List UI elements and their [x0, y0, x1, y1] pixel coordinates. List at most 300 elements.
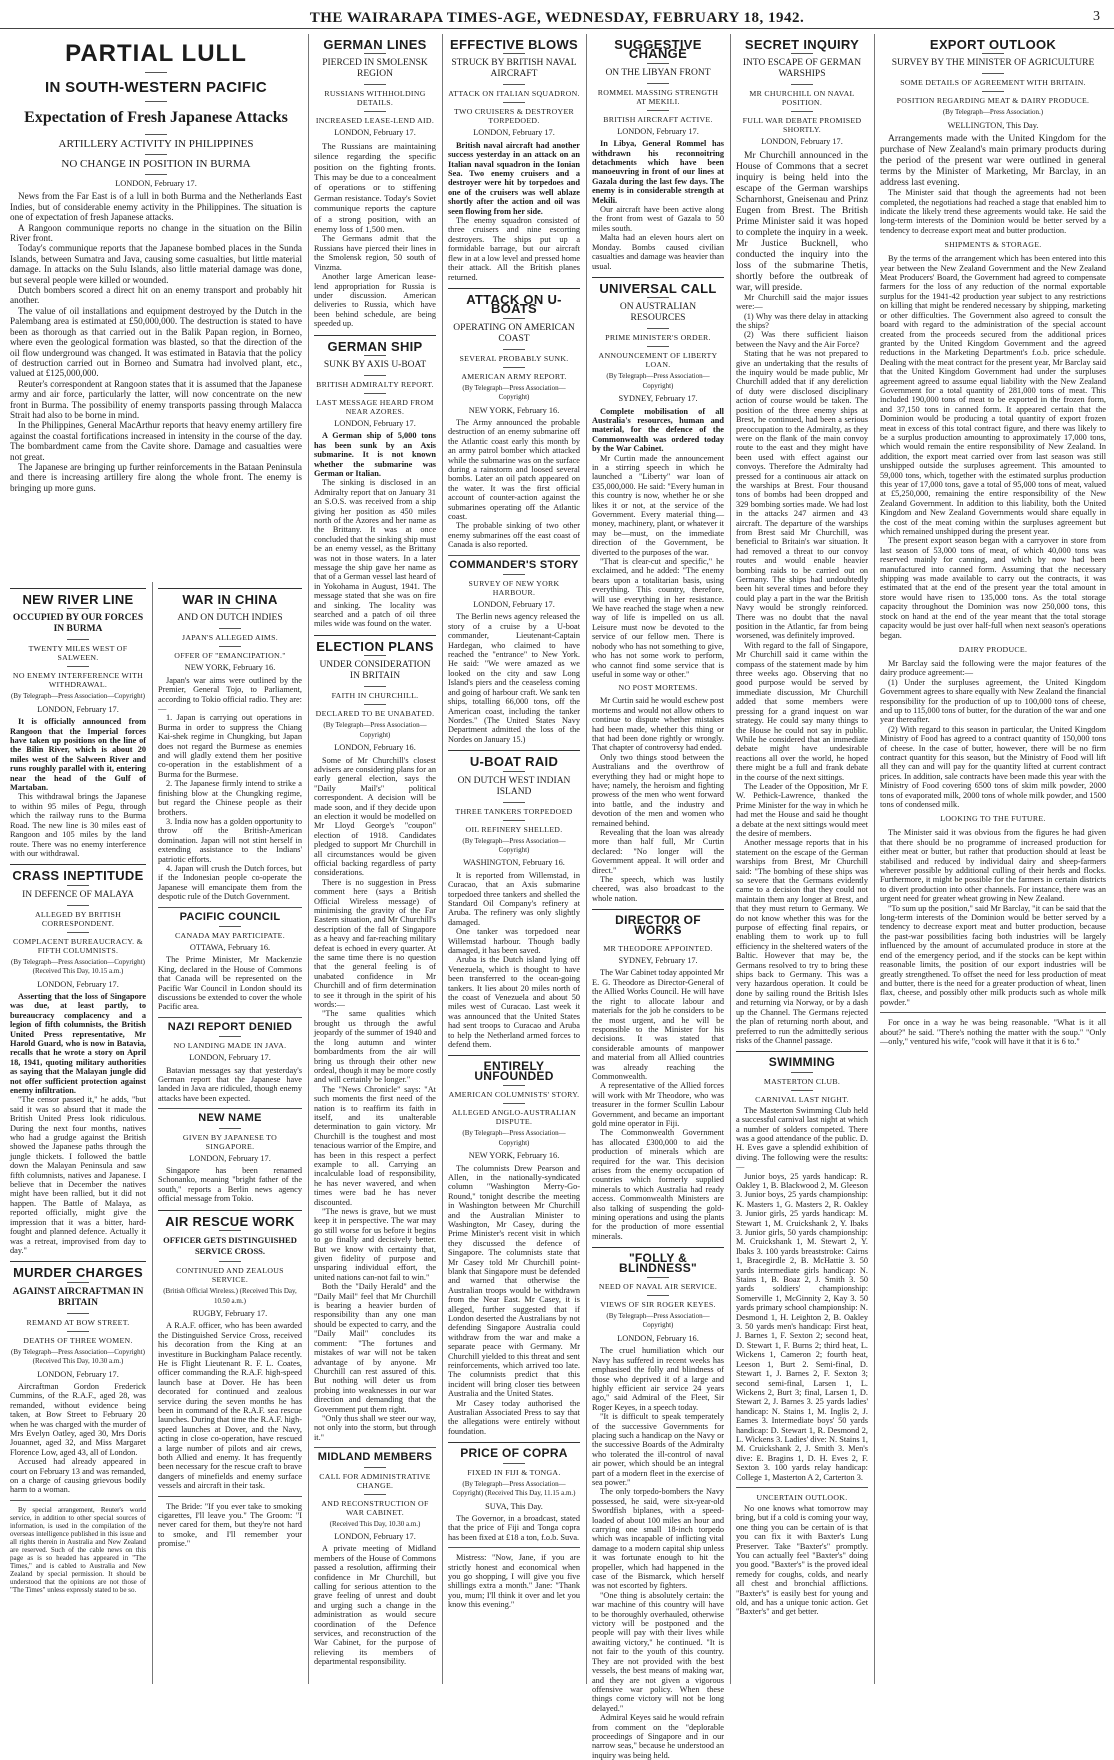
subheadline: JAPAN'S ALLEGED AIMS.: [181, 633, 278, 643]
subheadline: NO ENEMY INTERFERENCE WITH WITHDRAWAL.: [12, 671, 144, 690]
divider: [448, 750, 580, 751]
paragraph: Our aircraft have been active along the front from west of Gazala to 50 miles south.: [592, 205, 724, 233]
divider: [10, 588, 146, 589]
paragraph: Accused had already appeared in court on February 13 and was remanded, on a charge of causing grievous bodily harm to a woman.: [10, 1457, 146, 1495]
paragraph: Malta had an eleven hours alert on Monday. Bombs caused civilian casualties and damage was heavier than usual.: [592, 233, 725, 271]
paragraph: Only two things stood between the Australians and the overthrow of everything they had or might hope to have; namely, the heroism and fighting prowess of the men who went forward into battle, and the industry and devotion of the men and women who remained behind.: [592, 752, 724, 828]
headline: UNIVERSAL CALL: [599, 280, 717, 296]
divider: [503, 318, 525, 319]
paragraph: "To sum up the position," said Mr Barclay, "it can be said that the long-term interests of the Dominion would be better served by a tendency to decrease export meat and butter production, because the past-war possibilities facing both industries will be largely influenced by the amount of accumulated produce in store at the end of the emergency period, and if the stocks can be kept within reasonable limits, the position of our export industries will be greatly strengthened. To offset the need for less production of meat and butter, there is the need for a greater production of wheat, linen flax, cheese, and possibly other milk products such as whole milk powder.": [880, 903, 1106, 1007]
paragraph: Dutch bombers scored a direct hit on an enemy transport and probably hit another.: [10, 285, 302, 306]
divider: [736, 1487, 868, 1488]
paragraph: "The news is grave, but we must keep it in perspective. The war may go still worse for us before it begins to go finally and decisively better. But we know with certainty that, given fidelity of purpose and unsparing individual effort, the united nations can-not fail to win.": [314, 1207, 436, 1282]
paragraph: "One thing is absolutely certain: the war machine of this country will have to be thoroughly overhauled, otherwise victory will be postponed and the people will pay with their lives while awaiting victory," he continued. "It is not fair to the youth of this country. They are not provided with the best vessels, the best means of making war, and they are not given a vigorous offensive war policy. When these things come victory will not be long delayed.": [592, 1590, 724, 1713]
divider: [503, 1085, 525, 1086]
divider: [503, 1103, 525, 1104]
paragraph: The sinking is disclosed in an Admiralty report that on January 31 an S.O.S. was received from a ship giving her position as 450 miles north of the Azores and her name as the Brittany. It was at once concluded that the sinking ship must be an enemy vessel, as the Brittany was not in those waters. In a later message the ship gave her name as that of a German vessel last heard of in Yokohama in August, 1941. The message stated that she was on fire and sinking. The locality was searched and a patch of oil three miles wide was found on the water.: [314, 478, 436, 629]
headline: SWIMMING: [768, 1055, 836, 1070]
subheadline: FIXED IN FIJI & TONGA.: [467, 1467, 561, 1477]
divider: [219, 926, 241, 927]
dateline: LONDON, February 17.: [37, 1369, 119, 1379]
paragraph: Batavian messages say that yesterday's German report that the Japanese have landed in Java are ridiculed, though enemy attacks have been expected.: [158, 1065, 302, 1103]
paragraph: Singapore has been renamed Schonanko, meaning "bright father of the south," reports a Berlin news agency official message from Tokio.: [158, 1166, 302, 1204]
masthead: [0, 6, 1114, 29]
dateline: LONDON, February 17.: [189, 1053, 271, 1063]
divider: [364, 375, 386, 376]
paragraph: Mr Curtin said he would eschew post mortems and would not allow others to continue to dispute whether mistakes had been made, whether this thing or that had been done rightly or wrongly. That chapter of controversy had ended.: [592, 696, 724, 753]
newspaper-title: THE WAIRARAPA TIMES-AGE, WEDNESDAY, FEBRUARY 18, 1942.: [309, 10, 805, 26]
headline: MURDER CHARGES: [13, 1265, 143, 1281]
divider: [67, 639, 89, 640]
paragraph: Aruba is the Dutch island lying off Venezuela, which is thought to have been transferred to the ocean-going tankers. It lies about 20 miles north of the coast of Venezuela and about 50 miles west of Curacao. Last week it was announced that the United States had sent troops to Curacao and Aruba to help the Netherland armed forces to defend them.: [448, 955, 580, 1050]
paragraph: "That is clear-cut and specific," he exclaimed, and he added: "The enemy bears upon a totalitarian basis, using everything. This country, therefore, will use everything in her resistance. We have reached the stage when a new way of life is impelled on us all. Leisure must now be devoted to the service of our fellow men. There is nobody who has not something to give, who has not some work to perform, who cannot find some service that is useful in some way or other.": [592, 557, 724, 679]
divider: [10, 1261, 146, 1262]
credit: (By Telegraph—Press Association.): [942, 108, 1044, 117]
paragraph: The only torpedo-bombers the Navy possessed, he said, were six-year-old Swordfish biplanes, with a speed-loaded of about 100 miles an hour and carrying one small 18-inch torpedo which was incapable of inflicting vital damage to a modern capital ship unless it was fortunate enough to hit the propeller, which had happened in the case of the Bismarck, which herself was not escorted by fighters.: [592, 1487, 724, 1591]
paragraph: The Masterton Swimming Club held a successful carnival last night at which a number of solders competed. There was a good attendance of the public. D. H. Eves gave a splendid exhibition of diving. The following were the results:—: [736, 1105, 868, 1172]
headline: EXPORT OUTLOOK: [929, 37, 1057, 52]
dateline: SYDNEY, February 17.: [618, 394, 698, 404]
paragraph: 4. Japan will crush the Dutch forces, but if the Indonesian people co-operate the Japanese will emancipate them from the despotic rule of the Dutch Government.: [158, 863, 302, 902]
paragraph: Mr Churchill said the major issues were:—: [736, 292, 868, 312]
divider: [314, 335, 436, 336]
credit: (By Telegraph—Press Association—Copyright): [462, 1129, 566, 1147]
column-2: [158, 582, 302, 1682]
column-rule: [730, 34, 731, 1684]
subheadline: PRIME MINISTER'S ORDER.: [605, 333, 711, 343]
divider: [592, 1247, 724, 1248]
divider: [219, 1036, 241, 1037]
divider: [503, 349, 525, 350]
paragraph: With regard to the fall of Singapore, Mr Churchill said it came within the compass of the statement made by him three weeks ago. Observing that no good purpose would be served by immediate discussion, Mr Churchill added that some members were pressing for a grand inquest on war strategy. He could say many things to the House he could not say in public. While he considered that an immediate debate might have undesirable reactions all over the world, he hoped there might be a full and frank debate in the course of the next sittings.: [736, 640, 868, 782]
divider: [67, 666, 89, 667]
paragraph: The Germans admit that the Russians have pierced their lines in the Smolensk region, 50 south of Vinzma.: [314, 234, 436, 272]
paragraph: There is no suggestion in Press comment here (says a British Official Wireless message) of minimising the gravity of the Far Eastern situation, and Mr Churchill's description of the fall of Singapore as a heavy and far-reaching military defeat is echoed in every quarter. At the same time there is no question that the general feeling is of unabated confidence in Mr Churchill and of firm determination to see it through in the spirit of his words:—: [314, 877, 437, 1010]
divider: [219, 608, 241, 609]
divider: [10, 864, 146, 865]
divider: [364, 686, 386, 687]
article-body: [314, 431, 436, 478]
credit: (By Telegraph—Press Association—Copyright) (Received This Day, 11.15 a.m.): [452, 1479, 576, 1498]
divider: [67, 932, 89, 933]
subheadline: CANADA MAY PARTICIPATE.: [175, 930, 285, 940]
divider: [982, 91, 1004, 92]
subheadline: POSITION REGARDING MEAT & DAIRY PRODUCE.: [896, 96, 1090, 106]
paragraph: Aircraftman Gordon Frederick Cummins, of the R.A.F., aged 28, was remanded, without evidence being taken, at Bow Street to February 20 when he was charged with the murder of Mrs Evelyn Oatley, aged 30, Mrs Doris Jouannet, aged 32, and Miss Margaret Florence Low, aged 43, all of London.: [10, 1381, 146, 1457]
divider: [448, 288, 580, 289]
paragraph: A R.A.F. officer, who has been awarded the Distinguished Service Cross, received his decoration from the King at an investiture in Buckingham Palace recently. He is Flight Lieutenant R. F. L. Coates, officer commanding the R.A.F. high-speed launch base at Dover. He has been decorated for continued and zealous service during the seven months he has been in command of the R.A.F. sea rescue launches. During that time the R.A.F. high-speed launches at Dover, and the Navy, acting in close co-operation, have rescued a large number of pilots and air crews, both Allied and enemy. It has frequently been necessary for the rescue craft to brave dangers of minefields and enemy surface vessels and aircraft in their task.: [158, 1321, 302, 1491]
divider: [503, 102, 525, 103]
subheadline: SUNK BY AXIS U-BOAT: [323, 359, 427, 370]
paragraph: For once in a way he was being reasonable. "What is it all about?" he said. "There's nothing the matter with the soup." "Only—only," ventured his wife, "cook will have it that it is 6 to.": [880, 1018, 1106, 1046]
credit: (British Official Wireless.) (Received This Day, 10.50 a.m.): [163, 1287, 297, 1305]
paragraph: The Commonwealth Government has allocated £300,000 to aid the production of minerals which are required for the war. This decision arises from the enemy occupation of countries which formerly supplied minerals to which Australia had ready access. Commonwealth Ministers are also talking of suspending the gold-mining operations and using the plants for the production of more essential minerals.: [592, 1128, 724, 1241]
headline: GERMAN SHIP: [327, 338, 423, 354]
subheadline: AMERICAN COLUMNISTS' STORY.: [448, 1090, 580, 1100]
subheadline: STRUCK BY BRITISH NAVAL AIRCRAFT: [451, 58, 577, 80]
divider: [448, 1442, 580, 1443]
paragraph: Admiral Keyes said he would refrain from comment on the "deplorable proceedings of Singapore and in our narrow seas," because he understood an inquiry was being held.: [592, 1713, 724, 1760]
divider: [67, 905, 89, 906]
headline: PARTIAL LULL: [65, 40, 247, 67]
paragraph: "Only thus shall we steer our way, not only into the storm, but through it.": [314, 1413, 436, 1442]
divider: [503, 574, 525, 575]
column-rule: [442, 34, 443, 1684]
credit: (By Telegraph—Press Association—Copyright) (Received This Day, 10.15 a.m.): [11, 957, 145, 976]
paragraph: Another message reports that in his statement on the escape of the German warships from Brest, Mr Churchill said: "The bombing of these ships was so severe that the Germans evidently came to a decision that they could not maintain them any longer at Brest, and that they must return to Germany. We do not know whether this was for the purpose of effecting final repairs, or enabling them to work up to full efficiency in the sheltered waters of the Baltic. However that may be, the Germans resolved to try to bring these ships back to Germany. This was a very hazardous operation. It could be done by sailing round the British Isles and returning via Norway, or by a dash up the Channel. The Germans rejected the plan of returning north about, and preferred to run the admittedly serious risks of the Channel passage.: [736, 838, 868, 1045]
dateline: RUGBY, February 17.: [192, 1308, 268, 1318]
paragraph: One tanker was torpedoed near Willemstad harbour. Though badly damaged, it has been saved.: [448, 927, 580, 955]
paragraph: Today's communique reports that the Japanese bombed places in the Sunda Islands, between Sumatra and Java, causing some casualties, but little material damage. In attacks on the Sulu Islands, also little material damage was done, but several people were killed or wounded.: [10, 243, 302, 285]
paragraph: A German ship of 5,000 tons has been sunk by an Axis submarine. It is not known whether the submarine was German or Italian.: [314, 431, 436, 478]
divider: [647, 110, 669, 111]
subheadline: ANNOUNCEMENT OF LIBERTY LOAN.: [598, 351, 718, 370]
paragraph: The Army announced the probable destruction of an enemy submarine off the Atlantic coast early this month by an army patrol bomber which attacked while the submarine was on the surface during a rainstorm and loosed several bombs. Later an oil patch appeared on the water. It was the first official account of counter-action against the submarines operating off the Atlantic coast.: [448, 417, 580, 521]
paragraph: (2) With regard to this season in particular, the United Kingdom Ministry of Food has agreed to a contract quantity of 150,000 tons of cheese. In the case of butter, however, there will be no firm contract quantity for this season, but the Ministry of Food will lift all they can and will pay for the quantity lifted at current contract prices. In addition, sale contracts have been made this year with the Ministry of Food covering 6500 tons of skim milk powder, 2000 tons of evaporated milk, 2000 tons of whole milk powder, and 1500 tons of condensed milk.: [880, 724, 1106, 809]
paragraph: No one knows what tomorrow may bring, but if a cold is coming your way, one thing you can be certain of is that you can fix it with Baxter's Lung Preserver. Take "Baxter's" promptly. You can actually feel "Baxter's" doing you good. "Baxter's" is the proved ideal remedy for coughs, colds, and nearly all chest and bronchial afflictions. "Baxter's" is easily best for young and old, and has a unique tonic action. Get "Baxter's" and get better.: [736, 1503, 869, 1617]
lead-paragraph: Mr Churchill announced in the House of Commons that a secret inquiry is being held into the escape of the German warships Scharnhorst, Gneisenau and Prinz Eugen from Brest. The British Prime Minister said it was hoped to complete the inquiry in a week. Mr Justice Bucknell, who conducted the inquiry into the loss of the submarine Thetis, shortly before the outbreak of war, will preside.: [736, 149, 868, 293]
divider: [791, 53, 813, 54]
divider: [219, 646, 241, 647]
article-body: [592, 407, 724, 454]
paragraph: 2. The Japanese firmly intend to strike a finishing blow at the Chungking regime, but regard the Chinese people as their brothers.: [158, 779, 302, 817]
divider: [10, 1500, 146, 1501]
paragraph: The Minister said that though the agreements had not been completed, the negotiations had reached a stage that enabled him to indicate the likely trend these agreements would take. He said the long-term interests of the Dominion would be better served by a tendency to decrease export meat and butter production.: [880, 188, 1106, 235]
subheadline: BRITISH AIRCRAFT ACTIVE.: [603, 114, 713, 124]
paragraph: Mr Casey today authorised the Australian Associated Press to say that the allegations were entirely without foundation.: [448, 1398, 580, 1436]
paragraph: "It is difficult to speak temperately of the successive Governments for placing such a handicap on the Navy or the successive Boards of the Admiralty who tolerated the ill-control of naval air power, which should be an integral part of a modern fleet in the exercise of sea power.": [592, 1412, 724, 1487]
headline: COMMANDER'S STORY: [449, 558, 579, 571]
subheadline: OCCUPIED BY OUR FORCES IN BURMA: [12, 613, 144, 635]
subheadline: ARTILLERY ACTIVITY IN PHILIPPINES: [58, 138, 254, 150]
divider: [592, 909, 724, 910]
subheadline: BRITISH ADMIRALTY REPORT.: [316, 379, 434, 389]
subheadline: NO CHANGE IN POSITION IN BURMA: [61, 158, 251, 170]
column-4: [448, 34, 580, 1684]
paragraph: The speech, which was lustily cheered, was also broadcast to the whole nation.: [592, 875, 724, 903]
paragraph: Asserting that the loss of Singapore was due, at least partly, to bureaucracy complacency and a legion of fifth columnists, the British United Press representative, Mr Harold Guard, who is now in Batavia, recalls that he wrote a story on April 18, 1941, quoting military authorities as saying that the Malayan jungle did not offer sufficient protection against enemy infiltration.: [10, 991, 146, 1095]
divider: [448, 1055, 580, 1056]
paragraph: (1) Under the surpluses agreement, the United Kingdom Government agrees to share equally with New Zealand the financial responsibility for the production of up to 100,000 tons of cheese, and up to 115,000 tons of butter, for the duration of the war and one year thereafter.: [880, 677, 1107, 725]
headline: NAZI REPORT DENIED: [167, 1020, 293, 1033]
divider: [158, 588, 302, 589]
headline: NEW RIVER LINE: [22, 592, 134, 607]
divider: [145, 154, 167, 155]
paragraph: It is reported from Willemstad, in Curacao, that an Axis submarine torpedoed three tankers and shelled the Standard Oil Company's refinery at Aruba. The refinery was only slightly damaged.: [448, 870, 580, 927]
paragraph: (1) Why was there delay in attacking the ships?: [736, 311, 868, 331]
section-subhead: NO POST MORTEMS.: [618, 683, 698, 693]
subheadline: FULL WAR DEBATE PROMISED SHORTLY.: [742, 116, 862, 135]
divider: [364, 84, 386, 85]
subheadline: SURVEY BY THE MINISTER OF AGRICULTURE: [891, 58, 1095, 69]
column-5: [592, 34, 725, 1760]
credit: (By Telegraph—Press Association—Copyright): [606, 1312, 710, 1330]
divider: [158, 1017, 302, 1018]
section-subhead: LOOKING TO THE FUTURE.: [940, 814, 1046, 824]
divider: [67, 885, 89, 886]
dateline: LONDON, February 17.: [617, 126, 699, 136]
subheadline: ON DUTCH WEST INDIAN ISLAND: [457, 775, 571, 797]
subheadline: ROMMEL MASSING STRENGTH AT MEKILI.: [597, 87, 719, 106]
divider: [364, 393, 386, 394]
paragraph: Japan's war aims were outlined by the Premier, General Tojo, to Parliament, according to Tokio official radio. They are:—: [158, 675, 302, 714]
dateline: NEW YORK, February 16.: [468, 1151, 560, 1161]
dateline: WELLINGTON, This Day.: [947, 120, 1039, 130]
divider: [647, 1295, 669, 1296]
divider: [503, 820, 525, 821]
article-body: [10, 191, 302, 493]
dateline: WASHINGTON, February 16.: [463, 858, 565, 868]
subheadline: AND RECONSTRUCTION OF WAR CABINET.: [321, 1498, 429, 1517]
divider: [314, 1447, 436, 1448]
subheadline: ON THE LIBYAN FRONT: [605, 67, 711, 78]
paragraph: The cruel humiliation which our Navy has suffered in recent weeks has emphasised the folly and blindness of those who deprived it of a large and highly efficient air service 24 years ago," said Admiral of the Fleet, Sir Roger Keyes, in a speech today.: [592, 1346, 724, 1412]
headline: MIDLAND MEMBERS: [317, 1451, 433, 1464]
dateline: LONDON, February 17.: [115, 179, 197, 188]
paragraph: Reuter's correspondent at Rangoon states that it is assumed that the Japanese army and air force, particularly the latter, will now concentrate on the new front in Burma. The possibility of enemy transports passing through Malacca Strait had also to be borne in mind.: [10, 378, 302, 420]
dateline: LONDON, February 16.: [617, 1333, 699, 1343]
subheadline: DEATHS OF THREE WOMEN.: [23, 1335, 133, 1345]
divider: [364, 1494, 386, 1495]
article-body: [10, 717, 146, 792]
divider: [314, 635, 436, 636]
credit: (By Telegraph—Press Association—Copyright): [462, 836, 566, 854]
paragraph: Revealing that the loan was already more than half full, Mr Curtin declared: "No longer will the Government appeal. It will order and direct.": [592, 828, 724, 875]
credit: (By Telegraph—Press Association—Copyright) (Received This Day, 10.30 a.m.): [11, 1347, 145, 1366]
subheadline: ON AUSTRALIAN RESOURCES: [619, 302, 697, 324]
subheadline: OIL REFINERY SHELLED.: [465, 824, 563, 834]
copyright-note: By special arrangement, Reuter's world service, in addition to other special sources of information, is used in the compilation of the overseas intelligence published in this issue and all rights therein in Australia and New Zealand are reserved. Such of the cable news on this page as is so headed has appeared in "The Times," and is cabled to Australia and New Zealand by special permission. It should be understood that the opinions are not those of "The Times" unless expressly stated to be so.: [10, 1505, 146, 1594]
subheadline: IN SOUTH-WESTERN PACIFIC: [45, 79, 267, 96]
paragraph: The War Cabinet today appointed Mr E. G. Theodore as Director-General of the Allied Works Council. He will have the right to allocate labour and materials for the job he considers to be the most urgent, and he will be responsible to the Minister for his decisions. It was stated that considerable amounts of manpower and material from all Allied countries was already reaching the Commonwealth.: [592, 968, 724, 1081]
credit: (By Telegraph—Press Association—Copyright): [323, 721, 427, 739]
divider: [982, 53, 1004, 54]
headline: WAR IN CHINA: [182, 592, 278, 607]
divider: [791, 1090, 813, 1091]
divider: [791, 111, 813, 112]
dateline: LONDON, February 17.: [334, 1531, 416, 1541]
headline: U-BOAT RAID: [469, 754, 559, 770]
credit: (By Telegraph—Press Association—Copyright): [11, 692, 145, 701]
headline: CRASS INEPTITUDE: [12, 868, 144, 884]
divider: [592, 277, 724, 278]
paragraph: Complete mobilisation of all Australia's resources, human and material, for the defence of the Commonwealth was ordered today by the War Cabinet.: [592, 406, 724, 454]
divider: [145, 134, 167, 135]
paragraph: "The same qualities which brought us through the awful jeopardy of the summer of 1940 and the long autumn and winter bombardments from the air will bring us through their other new ordeal, though it may be more costly and will certainly be longer.": [314, 1009, 436, 1085]
subheadline: COMPLACENT BUREAUCRACY. & FIFTH COLUMNISTS.: [12, 936, 144, 955]
section-subhead: DAIRY PRODUCE.: [958, 644, 1028, 654]
headline: ATTACK ON U-BOATS: [466, 291, 562, 317]
paragraph: "The censor passed it," he adds, "but said it was so absurd that it made the British United Press look ridiculous. During the next four months, natives who had a grudge against the British showed the Japanese paths through the jungle thickets. I followed the battle down the Malayan Peninsula and saw fifth columnists, natives and Japanese. I believe that in December the natives might have been rallied, but it did not happen. The Battle of Malaya, as reported officially, might give the impression that it was a bitter, hard-fought and planned defence. Actually it was a retreat, improvised from day to day.": [10, 1095, 146, 1255]
paragraph: The value of oil installations and equipment destroyed by the Dutch in the Palembang area is estimated at £50,000,000. The destruction is stated to have been as thorough as that carried out in the Balik Papan region, in Borneo, where even the geological formation was blasted, so that the direction of the oil flow underground was changed. It was estimated in Batavia that the policy of destruction carried out in Borneo and Sumatra had involved plant, etc., valued at £125,000,000.: [10, 305, 302, 379]
paragraph: Mistress: "Now, Jane, if you are strictly honest and economical when you go shopping, I will give you five shillings extra a month." Jane: "Thank you, mum; I'll think it over and let you know this evening.": [448, 1553, 580, 1610]
credit: (By Telegraph—Press Association—Copyright): [606, 372, 710, 390]
paragraph: A representative of the Allied forces will work with Mr Theodore, who was treasurer in the former Scullin Labour Government, and became an important gold mine operator in Fiji.: [592, 1081, 724, 1128]
divider: [791, 84, 813, 85]
subheadline: INCREASED LEASE-LEND AID.: [315, 116, 435, 126]
headline: SECRET INQUIRY: [744, 37, 860, 52]
dateline: NEW YORK, February 16.: [468, 405, 560, 415]
headline: GERMAN LINES: [323, 37, 427, 52]
divider: [647, 328, 669, 329]
headline: EFFECTIVE BLOWS: [450, 37, 578, 52]
paragraph: A private meeting of Midland members of the House of Commons passed a resolution, affirming their confidence in Mr Churchill, but calling for serious attention to the grave feeling of unrest and doubt and urging such a change in the administration as would secure coordination of the Defence services, and reconstruction of the War Cabinet, for the purpose of relieving its members of departmental responsibility.: [314, 1544, 436, 1667]
divider: [219, 1230, 241, 1231]
headline: SUGGESTIVE CHANGE: [614, 37, 702, 62]
subheadline: PIERCED IN SMOLENSK REGION: [322, 58, 428, 80]
divider: [448, 1547, 580, 1548]
subheadline: Expectation of Fresh Japanese Attacks: [24, 109, 288, 126]
divider: [503, 802, 525, 803]
subheadline: CONTINUED AND ZEALOUS SERVICE.: [176, 1266, 284, 1285]
subheadline: RUSSIANS WITHHOLDING DETAILS.: [324, 89, 426, 108]
column-rule: [308, 34, 309, 1684]
credit: (By Telegraph—Press Association—Copyright): [462, 383, 566, 402]
dateline: LONDON, February 17.: [37, 704, 119, 714]
dateline: NEW YORK, February 16.: [184, 663, 276, 673]
subheadline: FAITH IN CHURCHILL.: [331, 691, 419, 701]
column-rule: [586, 34, 587, 1684]
divider: [145, 101, 167, 102]
divider: [145, 174, 167, 175]
dateline: SYDNEY, February 17.: [618, 956, 698, 966]
paragraph: Both the "Daily Herald" and the "Daily Mail" feel that Mr Churchill is bearing a heavier burden of responsibility than any one man should be expected to carry, and the "Daily Mail" concludes its comment: "The fortunes and mistakes of war will not be taken advantage of by anyone. Mr Churchill can rest assured of this. But nothing will deter us from probing into weaknesses in our war direction and demanding that the Government put them right.: [314, 1282, 436, 1414]
paragraph: 1. Japan is carrying out operations in Burma in order to suppress the Chiang Kai-shek regime in Chungking, but Japan does not regard the Burmese as enemies and will gladly extend them her positive co-operation in the establishment of a Burma for the Burmese.: [158, 713, 302, 779]
paragraph: The enemy squadron consisted of three cruisers and nine escorting destroyers. The ships put up a formidable barrage, but our aircraft flew in at a low level and pressed home their attack. All the British planes returned.: [448, 216, 580, 282]
subheadline: LAST MESSAGE HEARD FROM NEAR AZORES.: [316, 397, 434, 416]
subheadline: CALL FOR ADMINISTRATIVE CHANGE.: [319, 1471, 431, 1490]
dateline: LONDON, February 17.: [761, 137, 843, 147]
subheadline: MR CHURCHILL ON NAVAL POSITION.: [749, 89, 855, 108]
paragraph: It is officially announced from Rangoon that the Imperial forces have taken up positions on the line of the Bilin River, which is about 20 miles west of the Salween River and runs roughly parallel with it, entering near the head of the Gulf of Martaban.: [10, 717, 146, 793]
paragraph: Some of Mr Churchill's closest advisers are considering plans for an early general election, says the "Daily Mail's" political correspondent. A decision will be made soon, and if they decide upon an election it would be modelled on Mr Lloyd George's "coupon" election of 1918. Candidates pledged to support Mr Churchill in all circumstances would be given official backing regardless of party considerations.: [314, 755, 436, 878]
divider: [67, 608, 89, 609]
subheadline: ALLEGED ANGLO-AUSTRALIAN DISPUTE.: [451, 1108, 577, 1127]
paragraph: The columnists Drew Pearson and Allen, in the nationally-syndicated column "Washington Merry-Go-Round," tonight describe the meeting in Washington between Mr Churchill and the Australian Minister to Washington, Mr Casey, during the Prime Minister's recent visit in which they discussed the defence of Singapore. The columnists state that Mr Casey told Mr Churchill point-blank that Singapore must be defended and warned that otherwise the Australian troops would be withdrawn from the Near East. Mr Casey, it is alleged, further suggested that if London deserted the Australians by not defending Singapore Australia could withdraw from the war and make a separate peace with Germany. Mr Churchill yielded to this threat and sent reinforcements, which arrived too late. The columnists predict that this incident will bring closer ties between Australia and the United States.: [448, 1163, 580, 1399]
subheadline: NEED OF NAVAL AIR SERVICE.: [598, 1282, 718, 1292]
headline: ENTIRELY UNFOUNDED: [474, 1059, 554, 1083]
dateline: LONDON, February 17.: [189, 1153, 271, 1163]
divider: [364, 704, 386, 705]
divider: [647, 939, 669, 940]
divider: [364, 355, 386, 356]
paragraph: Mr Curtin made the announcement in a stirring speech in which he launched a "Liberty" war loan of £35,000,000. He said: "Every human in this country is now, whether he or she likes it or not, at the service of the Government. Every material thing—money, machinery, plant, or whatever it may be—must, on the immediate direction of the Government, be diverted to the purposes of the war.: [592, 453, 724, 557]
subheadline: NO LANDING MADE IN JAVA.: [173, 1041, 287, 1051]
paragraph: The "News Chronicle" says: "At such moments the first need of the nation is to reaffirm its faith in itself, and its unalterable determination to gain victory. Mr Churchill is the toughest and most tenacious warrior of the Empire, and has been in this respect a perfect example to all. Carrying an incalculable load of responsibility, he has never wavered, and when times were bad he has never discounted.: [314, 1084, 436, 1207]
divider: [364, 111, 386, 112]
divider: [647, 83, 669, 84]
paragraph: Junior boys, 25 yards handicap: R. Oakley 1, B. Blackwood 2, M. Gleeson 3. Junior boys, 25 yards championship: K. Masters 1, G. Masters 2, R. Oakley 3. Junior girls, 25 yards handicap: M. Stewart 1, M. Cruickshank 2, Y. Ibaks 3. Junior girls, 50 yards championship: M. Cruickshank 1, M. Stewart 2, Y. Ibaks 3. 100 yards breaststroke: Cairns 1, Bracegirdle 2, B. McHattie 3. 50 yards intermediate girls handicap: N. Stains 1, B. Boaz 2, J. Smith 3. 50 yards soldiers' championship: Somerville 1, McGinnity 2, Kay 3. 50 yards primary school championship: N. Desmond 1, H. Leighton 2, B. Oakley 3. 50 yards men's handicap: First heat, J. Barnes 1, F. Sexton 2; second heat, D. Stewart 1, F. Burns 2; third heat, L. Wickens 1, Cameron 2; fourth heat, Leeson 1, Burt 2. Semi-final, D. Stewart 1, J. Barnes 2, F. Sexton 3; second semi-final, Larsen 1, L. Wickens 2, Burt 3; final, Larsen 1, D. Stewart 2, J. Barnes 3. 25 yards ladies' handicap: N. Stains 1, M. Inglis 2, J. Eames 3. Intermediate boys' 50 yards handicap: D. Stewart 1, R. Desmond 2, L. Wickens 3. Ladies' dive: N. Stains 1, M. Cruickshank 2, J. Smith 3. Men's dive: E. Bragins 1, D. H. Eves 2, F. Sexton 3. 100 yards relay handicap: College 1, Masterton A 2, Carterton 3.: [736, 1171, 868, 1482]
divider: [145, 72, 167, 73]
credit: (Received This Day, 10.30 a.m.): [329, 1519, 421, 1528]
subheadline: INTO ESCAPE OF GERMAN WARSHIPS: [742, 58, 862, 80]
divider: [158, 1496, 302, 1497]
paragraph: A Rangoon communique reports no change in the situation on the Bilin River front.: [10, 222, 302, 244]
dateline: LONDON, February 17.: [334, 128, 416, 138]
paragraph: The Governor, in a broadcast, stated that the price of Fiji and Tonga copra has been fixed at £18 a ton, f.o.b. Suva.: [448, 1513, 580, 1542]
subheadline: OFFER OF "EMANCIPATION.": [174, 651, 286, 661]
subheadline: THREE TANKERS TORPEDOED: [455, 806, 573, 816]
divider: [219, 1261, 241, 1262]
subheadline: SOME DETAILS OF AGREEMENT WITH BRITAIN.: [900, 78, 1086, 88]
subheadline: REMAND AT BOW STREET.: [26, 1317, 130, 1327]
subheadline: VIEWS OF SIR ROGER KEYES.: [600, 1300, 716, 1310]
article-body: [448, 141, 580, 216]
divider: [67, 1331, 89, 1332]
dateline: LONDON, February 17.: [334, 418, 416, 428]
divider: [219, 1128, 241, 1129]
column-rule: [152, 582, 153, 1684]
divider: [880, 1012, 1106, 1013]
divider: [158, 907, 302, 908]
subheadline: AND ON DUTCH INDIES: [177, 613, 283, 624]
subheadline: GIVEN BY JAPANESE TO SINGAPORE.: [182, 1132, 278, 1151]
article-body: [10, 992, 146, 1095]
subheadline: OFFICER GETS DISTINGUISHED SERVICE CROSS.: [163, 1235, 297, 1257]
divider: [791, 1072, 813, 1073]
paragraph: In the Philippines, General MacArthur reports that heavy enemy artillery fire against the coastal fortifications increased in intensity in the course of the day. The bombardment came from the Cavite shore. Damage and casualties were not great.: [10, 420, 302, 462]
column-6: [736, 34, 868, 1684]
subheadline: CARNIVAL LAST NIGHT.: [755, 1094, 849, 1104]
subheadline: ALLEGED BY BRITISH CORRESPONDENT.: [34, 909, 122, 928]
subheadline: TWO CRUISERS & DESTROYER TORPEDOED.: [453, 107, 575, 126]
column-3: [314, 34, 436, 1684]
dateline: LONDON, February 16.: [334, 743, 416, 753]
headline: ELECTION PLANS: [316, 638, 434, 654]
article-body: [592, 139, 724, 205]
subheadline: MASTERTON CLUB.: [763, 1076, 841, 1086]
subheadline: AGAINST AIRCRAFTMAN IN BRITAIN: [12, 1286, 144, 1308]
divider: [67, 1282, 89, 1283]
headline: PACIFIC COUNCIL: [179, 910, 281, 923]
subheadline: DECLARED TO BE UNABATED.: [315, 709, 435, 719]
subheadline: SURVEY OF NEW YORK HARBOUR.: [468, 579, 560, 598]
divider: [647, 346, 669, 347]
section-subhead: UNCERTAIN OUTLOOK.: [756, 1492, 848, 1502]
section-subhead: SHIPMENTS & STORAGE.: [944, 240, 1042, 250]
subheadline: OPERATING ON AMERICAN COAST: [453, 322, 575, 344]
dateline: LONDON, February 17.: [473, 128, 555, 138]
dateline: LONDON, February 17.: [37, 979, 119, 989]
paragraph: By the terms of the arrangement which has been entered into this year between the New Zealand Government and the New Zealand Meat Producers' Board, the Government had agreed to compensate farmers for the loss of any reduction of the normal exportable surplus for the 1941-42 production year subject to any restrictions on killing that might be rendered necessary by shipping, marketing or other difficulties. The Government also agreed to consult the board with regard to the administration of the special account created from the proceeds secured from the additional prices granted by the United Kingdom Government and the agreed reductions in the Marketing Department's f.o.b. price schedule. Dealing with the meat contract for the present year, Mr Barclay said that the United Kingdom Government had under the surpluses agreement agreed to assume equal liability with the New Zealand Government for a total quantity of 281,000 tons of meat. This included 190,000 tons of meat to be exported in the frozen form, and 37,150 tons in canned form. It appeared certain that the Dominion would be producing a total quantity of export frozen meat in excess of this total contract figure, and there was likely to be a surplus production amounting to approximately 17,000 tons, which would remain the entire responsibility of New Zealand. In addition, the export meat carried over from last season was still unshipped outside the surpluses agreement. This amounted to 59,000 tons, which, together with the estimated surplus production this year of 17,000 tons, gave a total of 95,000 tons of meat, valued at £5,250,000, remaining the entire responsibility of the New Zealand Government. In addition to this liability, both the United Kingdom and New Zealand Governments would share equally in the cost of the meat coming within the surpluses agreement but which remained unshipped during the present year.: [880, 254, 1106, 537]
divider: [158, 1108, 302, 1109]
subheadline: AMERICAN ARMY REPORT.: [461, 371, 567, 381]
page-number: 3: [1093, 9, 1100, 24]
paragraph: The Prime Minister, Mr Mackenzie King, declared in the House of Commons that Canada will be represented on the Pacific War Council in London should its discussions be extended to cover the whole Pacific area.: [158, 955, 302, 1012]
divider: [647, 63, 669, 64]
dateline: LONDON, February 17.: [473, 600, 555, 610]
divider: [736, 1051, 868, 1052]
article-partial-lull: [10, 40, 302, 580]
subheadline: UNDER CONSIDERATION IN BRITAIN: [319, 660, 431, 682]
subheadline: TWENTY MILES WEST OF SALWEEN.: [28, 644, 128, 663]
headline: NEW NAME: [198, 1112, 262, 1125]
divider: [448, 555, 580, 556]
column-7: [880, 34, 1106, 1684]
paragraph: In Libya, General Rommel has withdrawn his reconnoitring detachments which have been manoeuvring in front of our lines at Gazala during the last few days. The enemy is in considerable strength at Mekili.: [592, 139, 724, 205]
lead-paragraph: Arrangements made with the United Kingdom for the purchase of New Zealand's main primary products during the period of the present war were outlined in general terms by the Minister of Marketing, Mr Barclay, in an address last evening.: [880, 133, 1106, 189]
paragraph: The Berlin news agency released the story of a cruise by a U-boat commander, Lieutenant-Captain Hardegan, who claimed to have reached the "entrance" to New York. He said: "We were amazed as we looked on the city and saw Long Island's piers and the ceaseless coming and going of harbour craft. We sank ten ships, totalling 66,000 tons, off the American coast, including the tanker Nordes." (The United States Navy Department admitted the loss of the Nordes on January 15.): [448, 612, 580, 744]
paragraph: The probable sinking of two other enemy submarines off the east coast of Canada is also reported.: [448, 521, 580, 550]
divider: [647, 1277, 669, 1278]
divider: [982, 73, 1004, 74]
paragraph: British naval aircraft had another success yesterday in an attack on an Italian naval squadron in the Ionian Sea. Two enemy cruisers and a destroyer were hit by torpedoes and one of the cruisers was well ablaze shortly after the action and oil was seen flowing from her side.: [448, 140, 580, 216]
paragraph: 3. India now has a golden opportunity to throw off the British-American domination. Japan will not stint herself in extending assistance to the Indians' patriotic efforts.: [158, 816, 302, 864]
paragraph: This withdrawal brings the Japanese to within 95 miles of Pegu, through which the railway runs to the Burma Road. The new line is 30 miles east of Rangoon and 105 miles by the land route. There was no enemy interference with our withdrawal.: [10, 792, 146, 858]
divider: [364, 655, 386, 656]
divider: [364, 53, 386, 54]
divider: [503, 84, 525, 85]
